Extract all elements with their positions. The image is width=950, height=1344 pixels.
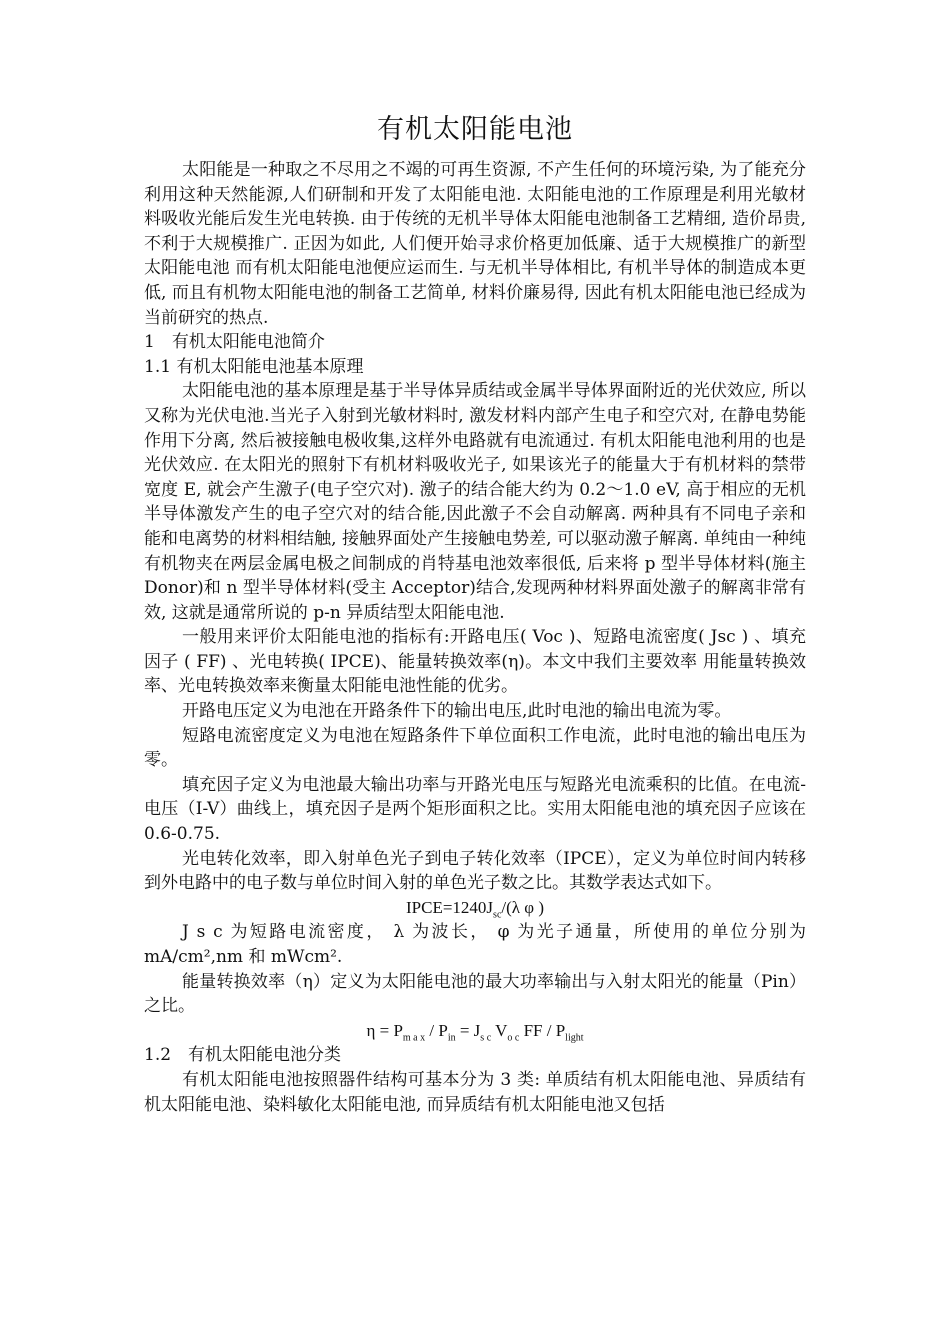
document-page (144, 110, 806, 1117)
efficiency-formula-sub-4: o c (507, 1032, 520, 1044)
principle-paragraph: 太阳能电池的基本原理是基于半导体异质结或金属半导体界面附近的光伏效应, 所以又称为光伏电池.当光子入射到光敏材料时, 激发材料内部产生电子和空穴对, 在静电势能作用下分离, 然后被接触电极收集,这样外电路就有电流通过. 有机太阳能电池利用的也是光伏效应. 在太阳光的照射下有机材料吸收光子, 如果该光子的能量大于有机材料的禁带宽度 E, 就会产生激子(电子空穴对). 激子的结合能大约为 0.2～1.0 eV, 高于相应的无机半导体激发产生的电子空穴对的结合能,因此激子不会自动解离. 两种具有不同电子亲和能和电离势的材料相结触, 接触界面处产生接触电势差, 可以驱动激子解离. 单纯由一种纯有机物夹在两层金属电极之间制成的肖特基电池效率很低, 后来将 p 型半导体材料(施主 Donor)和 n 型半导体材料(受主 Acceptor)结合,发现两种材料界面处激子的解离非常有效, 这就是通常所说的 p-n 异质结型太阳能电池. (144, 381, 806, 623)
section-1-heading: 1 有机太阳能电池简介 (144, 332, 325, 353)
efficiency-formula-part-4: V (491, 1020, 508, 1040)
section-1-2-heading: 1.2 有机太阳能电池分类 (144, 1045, 342, 1066)
efficiency-formula-part-3: = J (455, 1020, 481, 1040)
ipce-formula-right: /(λ φ ) (501, 897, 544, 917)
ipce-formula-left: IPCE=1240J (406, 897, 494, 917)
jsc-definition-paragraph: 短路电流密度定义为电池在短路条件下单位面积工作电流，此时电池的输出电压为零。 (144, 725, 806, 771)
efficiency-formula-sub-3: s c (480, 1032, 492, 1044)
classification-paragraph: 有机太阳能电池按照器件结构可基本分为 3 类: 单质结有机太阳能电池、异质结有机太阳能电池、染料敏化太阳能电池, 而异质结有机太阳能电池又包括 (144, 1069, 806, 1115)
efficiency-formula-part-1: η = P (366, 1020, 403, 1040)
document-title: 有机太阳能电池 (377, 114, 573, 145)
efficiency-formula-sub-5: light (565, 1032, 584, 1044)
eta-definition-paragraph: 能量转换效率（η）定义为太阳能电池的最大功率输出与入射太阳光的能量（Pin）之比。 (144, 971, 806, 1017)
efficiency-formula-sub-1: m a x (402, 1032, 426, 1044)
ipce-definition-paragraph: 光电转化效率，即入射单色光子到电子转化效率（IPCE），定义为单位时间内转移到外电路中的电子数与单位时间入射的单色光子数之比。其数学表达式如下。 (144, 848, 806, 894)
efficiency-formula (144, 1019, 806, 1044)
ff-definition-paragraph: 填充因子定义为电池最大输出功率与开路光电压与短路光电流乘积的比值。在电流-电压（I-V）曲线上，填充因子是两个矩形面积之比。实用太阳能电池的填充因子应该在 0.6-0.75. (144, 774, 806, 845)
ipce-formula-subscript: sc (493, 909, 502, 921)
efficiency-formula-part-5: FF / P (519, 1020, 566, 1040)
ipce-formula (144, 896, 806, 921)
intro-paragraph: 太阳能是一种取之不尽用之不竭的可再生资源, 不产生任何的环境污染, 为了能充分利用这种天然能源,人们研制和开发了太阳能电池. 太阳能电池的工作原理是利用光敏材料吸收光能后发生光电转换. 由于传统的无机半导体太阳能电池制备工艺精细, 造价昂贵, 不利于大规模推广. 正因为如此, 人们便开始寻求价格更加低廉、适于大规模推广的新型太阳能电池 而有机太阳能电池便应运而生. 与无机半导体相比, 有机半导体的制造成本更低, 而且有机物太阳能电池的制备工艺简单, 材料价廉易得, 因此有机太阳能电池已经成为当前研究的热点. (144, 160, 806, 328)
indicators-paragraph: 一般用来评价太阳能电池的指标有:开路电压( Voc )、短路电流密度( Jsc ) 、填充因子 ( FF) 、光电转换( IPCE)、能量转换效率(η)。本文中我们主要效率 用能量转换效率、光电转换效率来衡量太阳能电池性能的优劣。 (144, 627, 806, 697)
symbols-definition-paragraph: J s c 为短路电流密度， λ 为波长， φ 为光子通量，所使用的单位分别为mA/cm²,nm 和 mWcm². (144, 922, 806, 967)
efficiency-formula-part-2: / P (425, 1020, 448, 1040)
voc-definition-paragraph: 开路电压定义为电池在开路条件下的输出电压,此时电池的输出电流为零。 (182, 701, 732, 722)
section-1-1-heading: 1.1 有机太阳能电池基本原理 (144, 356, 364, 377)
efficiency-formula-sub-2: in (447, 1032, 456, 1044)
